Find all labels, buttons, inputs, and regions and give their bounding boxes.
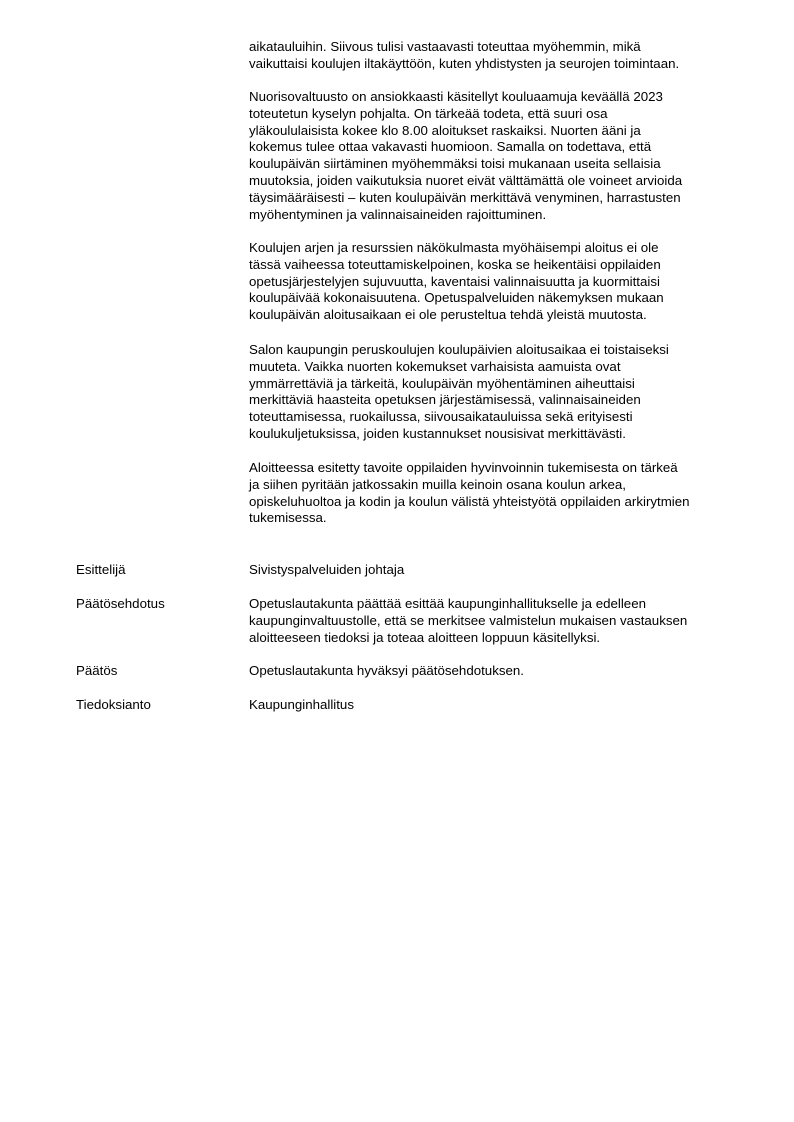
text-line: koulupäivän siirtäminen myöhemmäksi toisi mukanaan useita sellaisia bbox=[249, 156, 661, 172]
text-line: Nuorisovaltuusto on ansiokkaasti käsitellyt kouluaamuja keväällä 2023 bbox=[249, 89, 663, 104]
text-line: täysimääräisesti – kuten koulupäivän merkittävä venyminen, harrastusten bbox=[249, 189, 681, 205]
notification-value: Kaupunginhallitus bbox=[249, 697, 354, 712]
text-line: muutoksia, joiden vaikutuksia nuoret eivät välttämättä ole voineet arvioida bbox=[249, 172, 683, 188]
text-line: kokemus tulee ottaa vakavasti huomioon. Samalla on todettava, että bbox=[249, 139, 652, 155]
text-line: koulupäivän aloitusaikaan ei ole perusteltua tehdä yleistä muutosta. bbox=[249, 307, 647, 323]
text-line: ja siihen pyritään jatkossakin muilla keinoin osana koulun arkea, bbox=[249, 476, 626, 492]
presenter-value: Sivistyspalveluiden johtaja bbox=[249, 562, 405, 577]
text-line: muuteta. Vaikka nuorten kokemukset varhaisista aamuista ovat bbox=[249, 358, 621, 374]
paragraph-salo-schools bbox=[249, 342, 744, 443]
text-line: aikatauluihin. Siivous tulisi vastaavasti toteuttaa myöhemmin, mikä bbox=[249, 39, 641, 54]
notification-label: Tiedoksianto bbox=[76, 697, 151, 712]
text-line: opiskeluhuoltoa ja kodin ja koulun välistä yhteistyötä oppilaiden arkirytmien bbox=[249, 493, 690, 509]
text-line: Salon kaupungin peruskoulujen koulupäivien aloitusaikaa ei toistaiseksi bbox=[249, 342, 669, 357]
text-line: Aloitteessa esitetty tavoite oppilaiden hyvinvoinnin tukemisesta on tärkeä bbox=[249, 460, 678, 475]
text-line: yläkoululaisista kokee klo 8.00 aloitukset raskaiksi. Nuorten ääni ja bbox=[249, 122, 641, 138]
paragraph-school-resources bbox=[249, 240, 744, 324]
proposal-value bbox=[249, 596, 744, 646]
presenter-label: Esittelijä bbox=[76, 562, 126, 577]
paragraph-initiative-goal bbox=[249, 460, 744, 527]
text-line: toteutetun kyselyn pohjalta. On tärkeää todeta, että suuri osa bbox=[249, 105, 608, 121]
text-line: vaikuttaisi koulujen iltakäyttöön, kuten yhdistysten ja seurojen toimintaan. bbox=[249, 55, 680, 71]
text-line: opetusjärjestelyjen sujuvuutta, kaventaisi valinnaisuutta ja kuormittaisi bbox=[249, 273, 660, 289]
text-line: tukemisessa. bbox=[249, 510, 327, 526]
text-line: aloitteeseen tiedoksi ja toteaa aloitteen loppuun käsitellyksi. bbox=[249, 629, 601, 645]
text-line: Koulujen arjen ja resurssien näkökulmasta myöhäisempi aloitus ei ole bbox=[249, 240, 659, 255]
text-line: tässä vaiheessa toteuttamiskelpoinen, koska se heikentäisi oppilaiden bbox=[249, 256, 661, 272]
text-line: myöhentyminen ja valinnaisaineiden rajoittuminen. bbox=[249, 206, 547, 222]
text-line: merkittäviä haasteita opetuksen järjestämisessä, valinnaisaineiden bbox=[249, 392, 641, 408]
decision-label: Päätös bbox=[76, 663, 118, 678]
text-line: toteuttamisessa, ruokailussa, siivousaikatauluissa sekä erityisesti bbox=[249, 409, 633, 425]
decision-value: Opetuslautakunta hyväksyi päätösehdotuksen. bbox=[249, 663, 524, 678]
text-line: ymmärrettäviä ja tärkeitä, koulupäivän myöhentäminen aiheuttaisi bbox=[249, 375, 635, 391]
text-line: koulukuljetuksissa, joiden kustannukset nousisivat merkittävästi. bbox=[249, 425, 626, 441]
text-line: kaupunginvaltuustolle, että se merkitsee valmistelun mukaisen vastauksen bbox=[249, 612, 688, 628]
proposal-label: Päätösehdotus bbox=[76, 596, 165, 611]
text-line: Opetuslautakunta päättää esittää kaupunginhallitukselle ja edelleen bbox=[249, 596, 646, 611]
paragraph-youth-council bbox=[249, 89, 744, 223]
paragraph-cleaning-schedule bbox=[249, 39, 744, 73]
text-line: koulupäivää kokonaisuutena. Opetuspalveluiden näkemyksen mukaan bbox=[249, 290, 664, 306]
